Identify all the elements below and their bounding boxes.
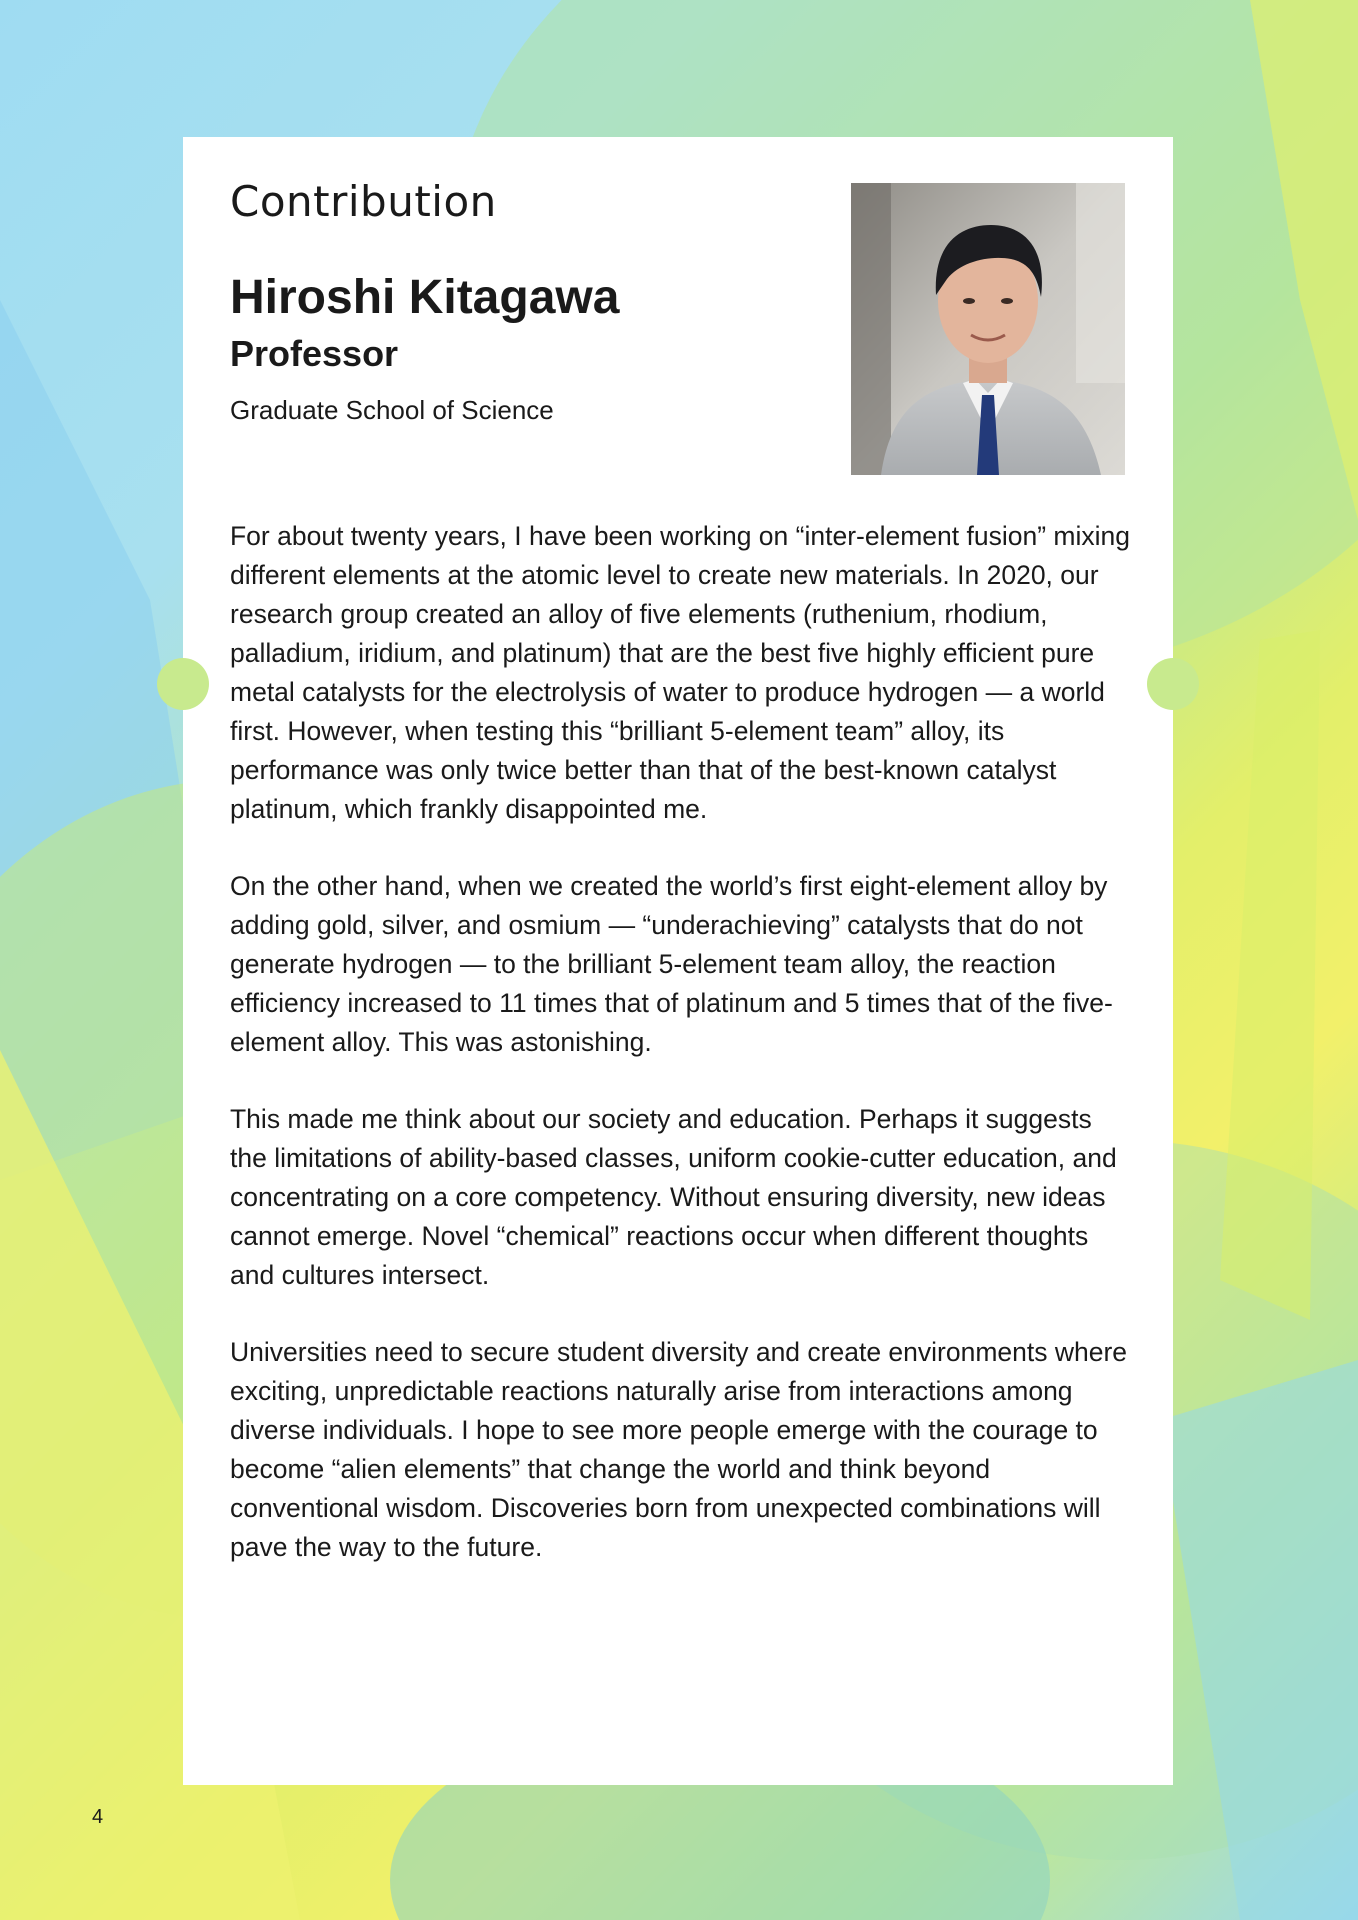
article-body bbox=[230, 517, 1130, 1605]
author-name: Hiroshi Kitagawa bbox=[230, 271, 620, 324]
page-number: 4 bbox=[92, 1806, 104, 1828]
paragraph: On the other hand, when we created the world’s first eight-element alloy by adding gold, silver, and osmium — “underachieving” catalysts that do not generate hydrogen — to the brilliant 5-element team alloy, the reaction efficiency increased to 11 times that of platinum and 5 times that of the five-element alloy. This was astonishing. bbox=[230, 871, 1113, 1057]
author-title: Professor bbox=[230, 333, 399, 374]
paragraph: Universities need to secure student diversity and create environments where exciting, unpredictable reactions naturally arise from interactions among diverse individuals. I hope to see more people emerge with the courage to become “alien elements” that change the world and think beyond conventional wisdom. Discoveries born from unexpected combinations will pave the way to the future. bbox=[230, 1337, 1128, 1562]
section-label: Contribution bbox=[230, 177, 497, 226]
paragraph: For about twenty years, I have been working on “inter-element fusion” mixing different elements at the atomic level to create new materials. In 2020, our research group created an alloy of five elements (ruthenium, rhodium, palladium, iridium, and platinum) that are the best five highly efficient pure metal catalysts for the electrolysis of water to produce hydrogen — a world first. However, when testing this “brilliant 5-element team” alloy, its performance was only twice better than that of the best-known catalyst platinum, which frankly disappointed me. bbox=[230, 521, 1130, 824]
card-notch-left bbox=[157, 658, 209, 710]
card-notch-right bbox=[1147, 658, 1199, 710]
contribution-card bbox=[183, 137, 1173, 1785]
paragraph: This made me think about our society and education. Perhaps it suggests the limitations of ability-based classes, uniform cookie-cutter education, and concentrating on a core competency. Without ensuring diversity, new ideas cannot emerge. Novel “chemical” reactions occur when different thoughts and cultures intersect. bbox=[230, 1104, 1117, 1290]
author-photo bbox=[851, 183, 1125, 475]
author-affiliation: Graduate School of Science bbox=[230, 395, 554, 425]
